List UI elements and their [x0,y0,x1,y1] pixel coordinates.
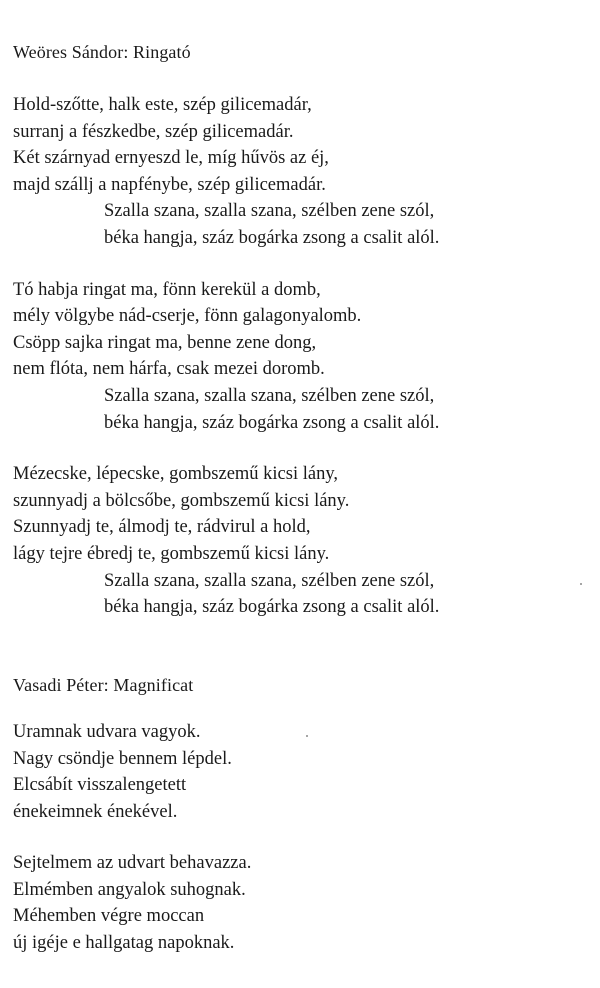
poem-magnificat [13,674,593,957]
poem-title: Weöres Sándor: Ringató [13,42,191,62]
stanza [13,719,593,826]
verse-line: Két szárnyad ernyeszd le, míg hűvös az éj, [13,148,329,169]
verse-line: Elcsábít visszalengetett [13,775,187,796]
verse-line: lágy tejre ébredj te, gombszemű kicsi lány. [13,543,330,564]
verse-line: Nagy csöndje bennem lépdel. [13,748,232,769]
verse-line: Hold-szőtte, halk este, szép gilicemadár, [13,95,312,115]
verse-line: Uramnak udvara vagyok. [13,722,201,742]
verse-line: surranj a fészkedbe, szép gilicemadár. [13,121,294,142]
verse-line: énekeimnek énekével. [13,802,178,823]
verse-line: mély völgybe nád-cserje, fönn galagonyalomb. [13,306,362,327]
verse-line: Sejtelmem az udvart behavazza. [13,852,252,873]
refrain-line: Szalla szana, szalla szana, szélben zene szól, [104,570,435,591]
poem-ringato [13,41,593,621]
scan-speck [580,583,582,585]
stanza [13,277,593,437]
verse-line: nem flóta, nem hárfa, csak mezei doromb. [13,359,325,380]
verse-line: Elmémben angyalok suhognak. [13,879,246,900]
refrain-line: Szalla szana, szalla szana, szélben zene szól, [104,385,435,406]
verse-line: Szunnyadj te, álmodj te, rádvirul a hold, [13,517,311,538]
refrain-line: béka hangja, száz bogárka zsong a csalit alól. [104,597,440,618]
verse-line: majd szállj a napfénybe, szép gilicemadár. [13,174,326,195]
verse-line: szunnyadj a bölcsőbe, gombszemű kicsi lány. [13,490,350,511]
verse-line: Csöpp sajka ringat ma, benne zene dong, [13,332,317,353]
stanza [13,850,593,957]
verse-line: Tó habja ringat ma, fönn kerekül a domb, [13,279,321,300]
stanza [13,461,593,621]
refrain-line: béka hangja, száz bogárka zsong a csalit alól. [104,227,440,248]
verse-line: Mézecske, lépecske, gombszemű kicsi lány, [13,464,339,485]
verse-line: új igéje e hallgatag napoknak. [13,932,235,953]
stanza [13,92,593,252]
refrain-line: béka hangja, száz bogárka zsong a csalit alól. [104,412,440,433]
scan-speck [306,735,308,737]
verse-line: Méhemben végre moccan [13,906,205,927]
refrain-line: Szalla szana, szalla szana, szélben zene szól, [104,201,435,222]
poem-title: Vasadi Péter: Magnificat [13,675,194,695]
